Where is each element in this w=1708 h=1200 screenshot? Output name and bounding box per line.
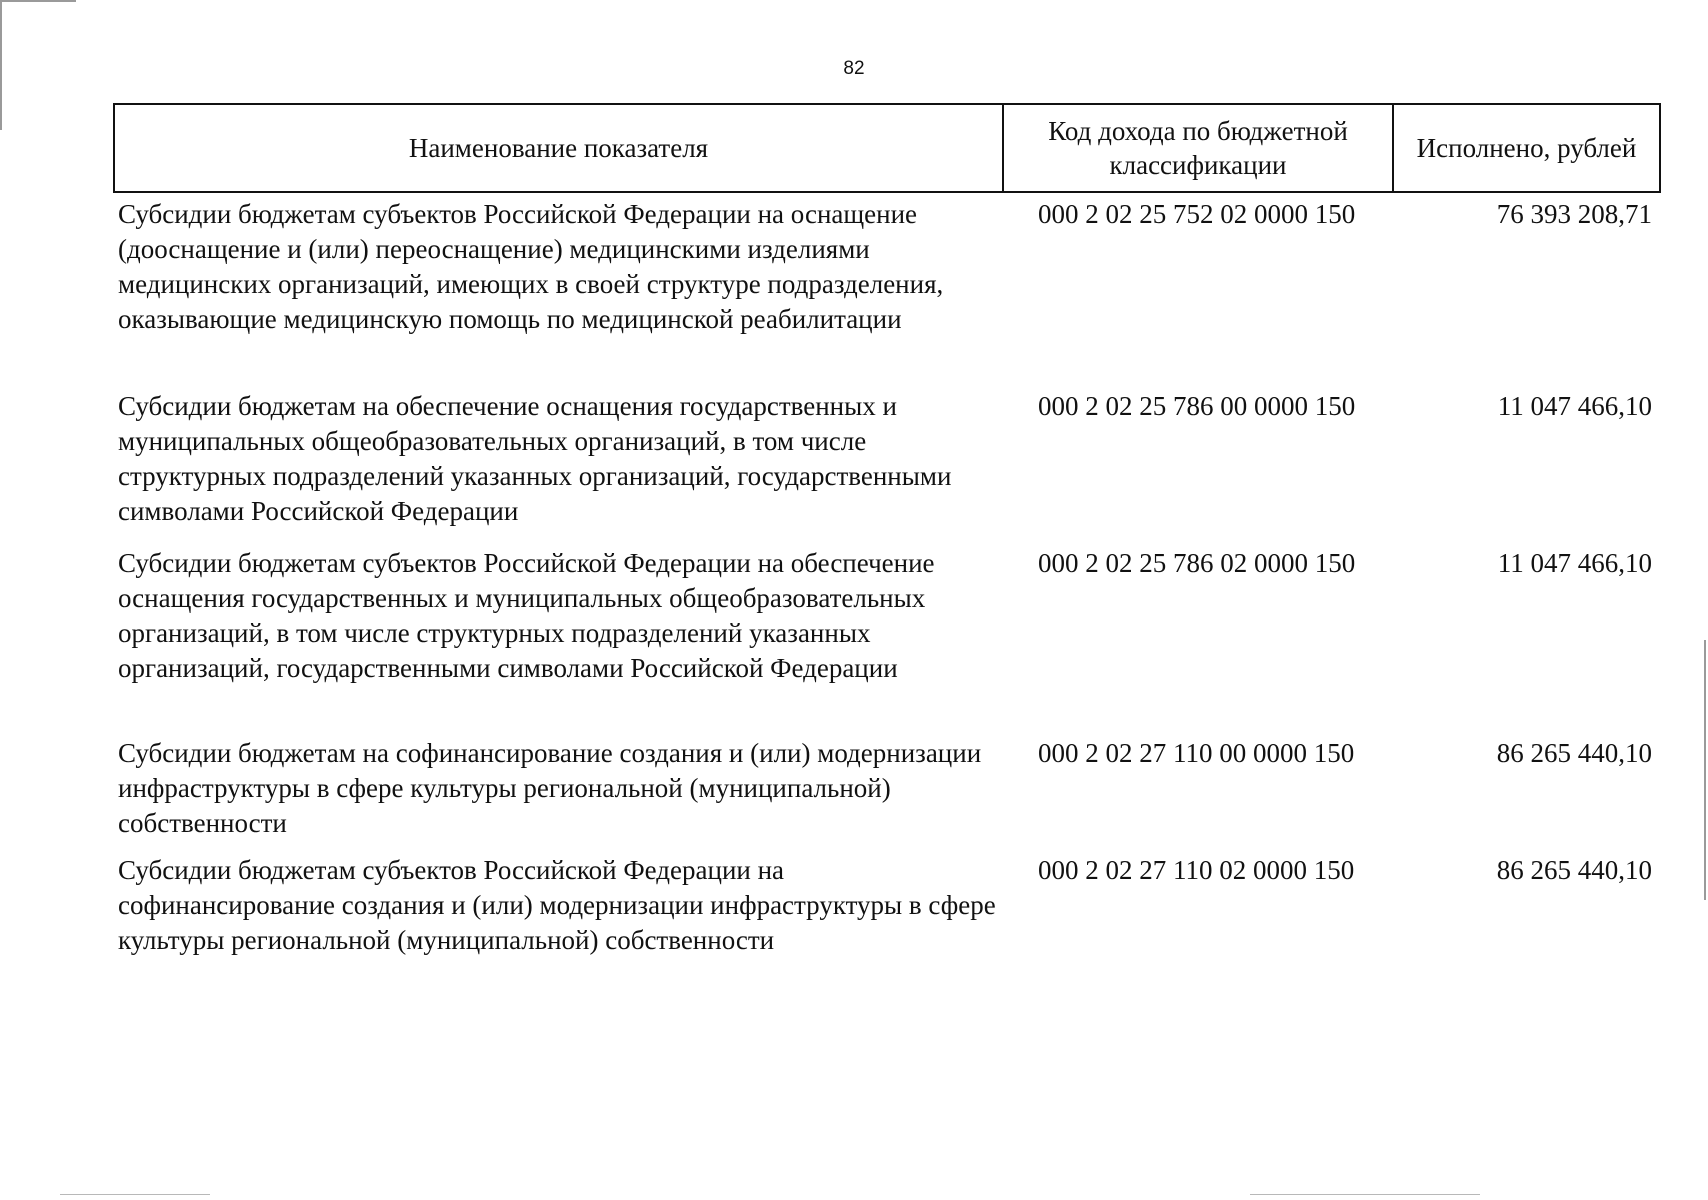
scan-edge-right — [1704, 640, 1706, 900]
table-row — [114, 546, 1660, 736]
page-number: 82 — [843, 58, 865, 79]
row-amount: 11 047 466,10 — [1497, 548, 1652, 578]
header-name: Наименование показателя — [114, 104, 1003, 192]
row-amount: 76 393 208,71 — [1496, 199, 1652, 229]
row-amount: 86 265 440,10 — [1496, 738, 1652, 768]
revenue-table-container — [113, 103, 1659, 963]
scan-speck — [60, 1194, 210, 1195]
row-code: 000 2 02 25 752 02 0000 150 — [1038, 199, 1356, 229]
row-name: Субсидии бюджетам субъектов Российской Федерации на софинансирование создания и (или) модернизации инфраструктуры в сфере культуры региональной (муниципальной) собственности — [118, 855, 996, 955]
table-row — [114, 192, 1660, 389]
row-code: 000 2 02 25 786 00 0000 150 — [1038, 391, 1356, 421]
row-name: Субсидии бюджетам на обеспечение оснащения государственных и муниципальных общеобразовательных организаций, в том числе структурных подразделений указанных организаций, государственными символами Российской Федерации — [118, 391, 952, 526]
header-code: Код дохода по бюджетной классификации — [1003, 104, 1393, 192]
row-code: 000 2 02 27 110 00 0000 150 — [1038, 738, 1355, 768]
table-header-row — [114, 104, 1660, 192]
table-row — [114, 389, 1660, 546]
scan-speck — [1250, 1194, 1480, 1195]
row-amount: 11 047 466,10 — [1497, 391, 1652, 421]
row-name: Субсидии бюджетам субъектов Российской Федерации на обеспечение оснащения государственных и муниципальных общеобразовательных организаций, в том числе структурных подразделений указанных организаций, государственными символами Российской Федерации — [118, 548, 935, 683]
row-code: 000 2 02 25 786 02 0000 150 — [1038, 548, 1356, 578]
revenue-table — [113, 103, 1661, 963]
row-name: Субсидии бюджетам субъектов Российской Федерации на оснащение (дооснащение и (или) переоснащение) медицинскими изделиями медицинских организаций, имеющих в своей структуре подразделения, оказывающие медицинскую помощь по медицинской реабилитации — [118, 199, 944, 334]
row-name: Субсидии бюджетам на софинансирование создания и (или) модернизации инфраструктуры в сфере культуры региональной (муниципальной) собственности — [118, 738, 982, 838]
table-row — [114, 736, 1660, 853]
table-row — [114, 853, 1660, 963]
scan-edge-top — [0, 0, 76, 2]
row-amount: 86 265 440,10 — [1496, 855, 1652, 885]
row-code: 000 2 02 27 110 02 0000 150 — [1038, 855, 1355, 885]
header-amount: Исполнено, рублей — [1393, 104, 1660, 192]
